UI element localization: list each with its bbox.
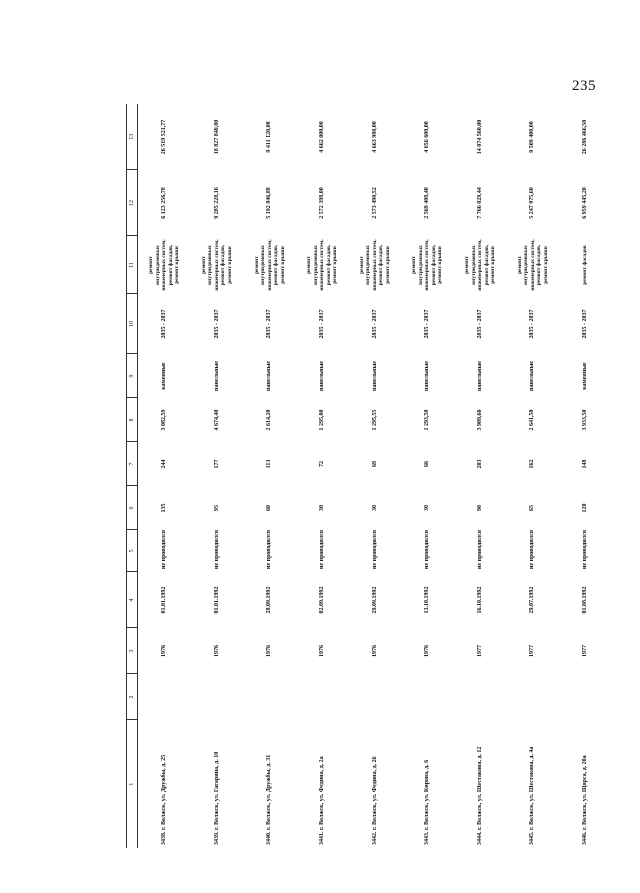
cell-date: 01.01.1992 — [213, 586, 220, 614]
cell-col13: 26 519 521,77 — [161, 119, 168, 155]
cell-status: не проводился — [476, 530, 483, 569]
col-header: 8 — [127, 398, 138, 442]
cell-col6: 135 — [161, 503, 168, 513]
cell-col13: 18 827 840,00 — [213, 119, 220, 155]
table-row — [138, 104, 191, 848]
table-row — [454, 104, 507, 848]
cell-material: панельные — [318, 361, 325, 391]
cell-col12: 7 766 029,44 — [476, 187, 483, 219]
cell-date: 29.09.1992 — [371, 586, 378, 614]
cell-col7: 69 — [371, 461, 378, 467]
cell-col12: 6 959 445,20 — [582, 187, 589, 219]
cell-col7: 177 — [213, 459, 220, 469]
cell-col12: 6 123 256,78 — [161, 187, 168, 219]
cell-address: 3445. г. Волжск, ул. Шестакова, д. 4а — [529, 746, 536, 845]
header-row — [127, 104, 138, 848]
cell-area: 3 933,50 — [582, 409, 589, 431]
table-row — [349, 104, 402, 848]
cell-col13: 4 656 600,00 — [424, 121, 431, 153]
cell-work: ремонт внутридомовых инженерных систем, ремонт фасадов, ремонт крыши — [516, 239, 549, 291]
cell-status: не проводился — [582, 530, 589, 569]
cell-year: 1976 — [424, 645, 431, 657]
cell-col12: 2 569 408,40 — [424, 187, 431, 219]
cell-area: 1 295,55 — [371, 409, 378, 431]
cell-period: 2035 - 2037 — [371, 309, 378, 339]
table-row — [401, 104, 454, 848]
col-header: 11 — [127, 236, 138, 294]
cell-col6: 90 — [476, 505, 483, 511]
cell-period: 2035 - 2037 — [476, 309, 483, 339]
cell-year: 1976 — [213, 645, 220, 657]
cell-col6: 30 — [318, 505, 325, 511]
cell-status: не проводился — [318, 530, 325, 569]
cell-work: ремонт внутридомовых инженерных систем, ремонт фасадов, ремонт крыши — [253, 239, 286, 291]
col-header: 13 — [127, 104, 138, 170]
cell-col13: 4 663 980,00 — [371, 121, 378, 153]
cell-date: 16.10.1992 — [476, 586, 483, 614]
cell-col13: 9 411 120,00 — [266, 121, 273, 153]
cell-period: 2035 - 2037 — [318, 309, 325, 339]
cell-work: ремонт внутридомовых инженерных систем, ремонт фасадов, ремонт крыши — [200, 239, 233, 291]
cell-work: ремонт внутридомовых инженерных систем, ремонт фасадов, ремонт крыши — [464, 239, 497, 291]
cell-material: панельные — [424, 361, 431, 391]
cell-col6: 95 — [213, 505, 220, 511]
cell-date: 13.10.1992 — [424, 586, 431, 614]
col-header: 4 — [127, 572, 138, 628]
table-row — [244, 104, 297, 848]
col-header: 1 — [127, 720, 138, 848]
col-header: 7 — [127, 442, 138, 486]
cell-area: 1 295,00 — [318, 409, 325, 431]
cell-date: 01.01.1992 — [161, 586, 168, 614]
cell-date: 29.07.1992 — [529, 586, 536, 614]
cell-material: каменные — [582, 362, 589, 390]
cell-year: 1976 — [371, 645, 378, 657]
cell-date: 28.09.1992 — [266, 586, 273, 614]
cell-area: 3 082,59 — [161, 409, 168, 431]
cell-address: 3438. г. Волжск, ул. Дружбы, д. 25 — [161, 754, 168, 845]
cell-col7: 66 — [424, 461, 431, 467]
col-header: 9 — [127, 354, 138, 398]
cell-col12: 5 192 846,88 — [266, 187, 273, 219]
cell-date: 01.08.1992 — [582, 586, 589, 614]
cell-area: 1 293,50 — [424, 409, 431, 431]
cell-address: 3440. г. Волжск, ул. Дружбы, д. 31 — [266, 754, 273, 845]
cell-area: 3 909,60 — [476, 409, 483, 431]
cell-work: ремонт внутридомовых инженерных систем, ремонт фасадов, ремонт крыши — [411, 239, 444, 291]
cell-year: 1977 — [476, 645, 483, 657]
cell-date: 02.09.1992 — [318, 586, 325, 614]
col-header: 3 — [127, 628, 138, 674]
col-header: 10 — [127, 294, 138, 354]
col-header: 6 — [127, 486, 138, 530]
col-header: 2 — [127, 674, 138, 720]
cell-address: 3444. г. Волжск, ул. Шестакова, д. 12 — [476, 746, 483, 845]
cell-status: не проводился — [529, 530, 536, 569]
cell-material: панельные — [476, 361, 483, 391]
cell-col7: 203 — [476, 459, 483, 469]
cell-material: панельные — [213, 361, 220, 391]
cell-col7: 244 — [161, 459, 168, 469]
cell-period: 2035 - 2037 — [266, 309, 273, 339]
cell-year: 1976 — [161, 645, 168, 657]
cell-address: 3439. г. Волжск, ул. Гагарина, д. 10 — [213, 751, 220, 845]
cell-status: не проводился — [424, 530, 431, 569]
cell-col6: 60 — [266, 505, 273, 511]
cell-period: 2035 - 2037 — [424, 309, 431, 339]
cell-address: 3446. г. Волжск, ул. Щорса, д. 20а — [582, 755, 589, 845]
cell-col6: 30 — [424, 505, 431, 511]
cell-year: 1977 — [529, 645, 536, 657]
cell-col13: 9 509 400,00 — [529, 121, 536, 153]
cell-col13: 14 074 560,00 — [476, 119, 483, 155]
cell-material: панельные — [371, 361, 378, 391]
cell-status: не проводился — [213, 530, 220, 569]
cell-area: 4 674,40 — [213, 409, 220, 431]
cell-col12: 5 247 075,60 — [529, 187, 536, 219]
cell-area: 2 641,50 — [529, 409, 536, 431]
cell-period: 2035 - 2037 — [161, 309, 168, 339]
cell-work: ремонт внутридомовых инженерных систем, ремонт фасадов, ремонт крыши — [306, 239, 339, 291]
col-header: 12 — [127, 170, 138, 236]
cell-work: ремонт внутридомовых инженерных систем, ремонт фасадов, ремонт крыши — [148, 239, 181, 291]
cell-col13: 4 662 000,00 — [318, 121, 325, 153]
cell-col12: 2 573 490,52 — [371, 187, 378, 219]
cell-address: 3441. г. Волжск, ул. Федина, д. 2а — [318, 756, 325, 845]
cell-status: не проводился — [371, 530, 378, 569]
page-number: 235 — [572, 78, 596, 94]
cell-col7: 148 — [582, 459, 589, 469]
cell-col6: 65 — [529, 505, 536, 511]
cell-col12: 2 572 398,00 — [318, 187, 325, 219]
cell-period: 2035 - 2037 — [529, 309, 536, 339]
cell-status: не проводился — [266, 530, 273, 569]
table-row — [191, 104, 244, 848]
cell-year: 1976 — [266, 645, 273, 657]
cell-period: 2035 - 2037 — [213, 309, 220, 339]
cell-material: панельные — [266, 361, 273, 391]
cell-col7: 113 — [266, 459, 273, 469]
cell-col12: 9 285 228,16 — [213, 187, 220, 219]
cell-material: панельные — [529, 361, 536, 391]
cell-col13: 26 286 466,50 — [582, 119, 589, 155]
table-row — [507, 104, 560, 848]
cell-area: 2 614,20 — [266, 409, 273, 431]
cell-work: ремонт внутридомовых инженерных систем, ремонт фасадов, ремонт крыши — [358, 239, 391, 291]
cell-year: 1977 — [582, 645, 589, 657]
cell-col6: 30 — [371, 505, 378, 511]
table-row — [296, 104, 349, 848]
cell-year: 1976 — [318, 645, 325, 657]
housing-table — [126, 104, 612, 848]
cell-period: 2035 - 2037 — [582, 309, 589, 339]
cell-status: не проводился — [161, 530, 168, 569]
rotated-table-wrapper — [126, 104, 612, 848]
cell-col7: 72 — [318, 461, 325, 467]
table-row — [559, 104, 612, 848]
cell-work: ремонт фасадов — [582, 245, 589, 285]
cell-address: 3443. г. Волжск, ул. Кирова, д. 6 — [424, 759, 431, 845]
cell-col6: 120 — [582, 503, 589, 513]
col-header: 5 — [127, 530, 138, 572]
cell-col7: 162 — [529, 459, 536, 469]
cell-material: каменные — [161, 362, 168, 390]
cell-address: 3442. г. Волжск, ул. Федина, д. 26 — [371, 756, 378, 845]
